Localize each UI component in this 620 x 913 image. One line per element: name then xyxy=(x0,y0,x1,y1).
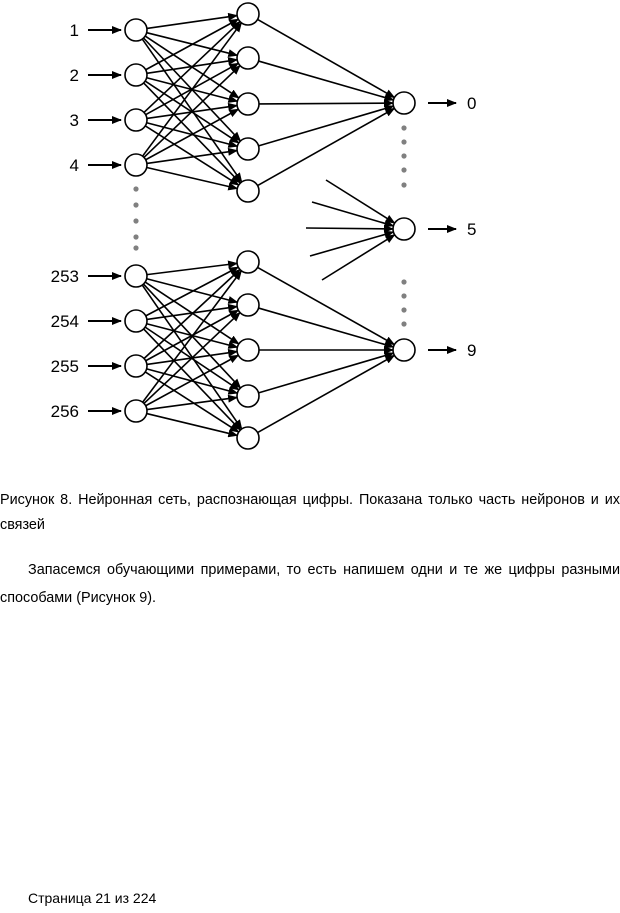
ellipsis-dot xyxy=(401,293,406,298)
input-neuron xyxy=(125,19,147,41)
partial-input-edge xyxy=(306,228,393,229)
hidden-neuron xyxy=(237,251,259,273)
input-neuron xyxy=(125,355,147,377)
page-number: Страница 21 из 224 xyxy=(28,890,157,906)
input-neuron xyxy=(125,265,147,287)
hidden-neuron xyxy=(237,3,259,25)
input-neuron xyxy=(125,64,147,86)
hidden-neuron xyxy=(237,339,259,361)
hidden-neuron xyxy=(237,427,259,449)
input-hidden-edge xyxy=(147,167,238,188)
input-neuron xyxy=(125,109,147,131)
ellipsis-dot xyxy=(401,139,406,144)
input-neuron xyxy=(125,310,147,332)
hidden-output-edge xyxy=(259,61,394,100)
output-label: 9 xyxy=(467,341,477,360)
input-hidden-edge xyxy=(147,414,238,436)
input-label: 253 xyxy=(50,267,79,286)
hidden-output-edge xyxy=(259,106,394,146)
output-label: 0 xyxy=(467,94,477,113)
hidden-neuron xyxy=(237,180,259,202)
input-label: 3 xyxy=(69,111,79,130)
figure-caption: Рисунок 8. Нейронная сеть, распознающая цифры. Показана только часть нейронов и их связей xyxy=(0,492,620,533)
hidden-output-edge xyxy=(259,308,394,347)
hidden-neuron xyxy=(237,138,259,160)
hidden-output-edge xyxy=(259,353,394,393)
input-neuron xyxy=(125,400,147,422)
output-labels xyxy=(467,94,476,360)
input-label: 254 xyxy=(50,312,79,331)
hidden-output-edge xyxy=(258,108,395,185)
ellipsis-dot xyxy=(133,234,138,239)
ellipsis-dot xyxy=(401,167,406,172)
input-label: 2 xyxy=(69,66,79,85)
hidden-neuron xyxy=(237,93,259,115)
output-neuron xyxy=(393,339,415,361)
ellipsis-dot xyxy=(401,153,406,158)
hidden-output-edge xyxy=(258,19,395,97)
output-neuron xyxy=(393,218,415,240)
input-label: 4 xyxy=(69,156,79,175)
hidden-neuron xyxy=(237,385,259,407)
ellipsis-dots xyxy=(133,125,406,326)
ellipsis-dot xyxy=(133,245,138,250)
output-neuron xyxy=(393,92,415,114)
ellipsis-dot xyxy=(133,202,138,207)
hidden-neuron xyxy=(237,47,259,69)
input-hidden-edge xyxy=(147,279,238,302)
connection-lines xyxy=(142,16,394,436)
input-hidden-edge xyxy=(144,269,240,358)
ellipsis-dot xyxy=(133,186,138,191)
body-paragraph: Запасемся обучающими примерами, то есть напишем одни и те же цифры разными способами (Рисунок 9). xyxy=(0,562,620,606)
input-label: 1 xyxy=(69,21,79,40)
ellipsis-dot xyxy=(401,321,406,326)
ellipsis-dot xyxy=(401,279,406,284)
input-labels xyxy=(51,21,79,421)
input-hidden-edge xyxy=(147,263,237,274)
ellipsis-dot xyxy=(133,218,138,223)
hidden-output-edge xyxy=(258,267,395,344)
input-label: 256 xyxy=(50,402,79,421)
ellipsis-dot xyxy=(401,125,406,130)
hidden-output-edge xyxy=(258,355,395,432)
ellipsis-dot xyxy=(401,307,406,312)
input-label: 255 xyxy=(50,357,79,376)
input-neuron xyxy=(125,154,147,176)
hidden-output-edge xyxy=(259,103,393,104)
output-label: 5 xyxy=(467,220,477,239)
hidden-neuron xyxy=(237,294,259,316)
ellipsis-dot xyxy=(401,182,406,187)
